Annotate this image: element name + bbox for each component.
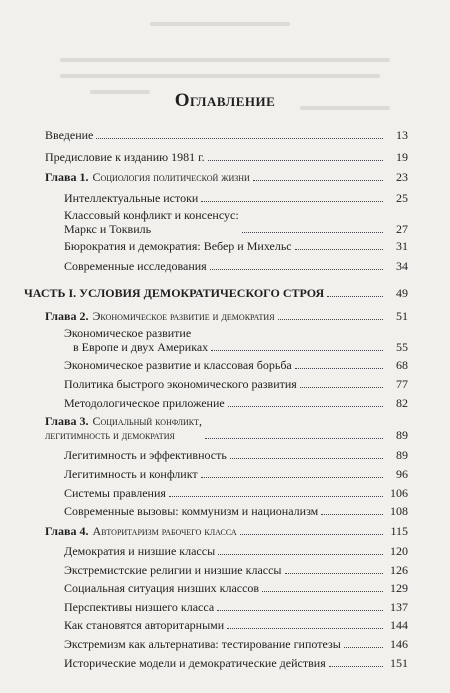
page-number: 82 — [396, 396, 408, 410]
entry-title: Экономическое развитие и классовая борьба — [64, 358, 292, 372]
toc-entry[interactable] — [64, 357, 408, 372]
page-number: 144 — [390, 618, 408, 632]
chapter-label: Глава 4. — [45, 524, 89, 538]
page-number: 51 — [396, 309, 408, 323]
toc-entry-introduction[interactable] — [45, 127, 408, 142]
entry-title: Системы правления — [64, 486, 166, 500]
page-number: 146 — [390, 637, 408, 651]
toc-entry-preface[interactable] — [45, 149, 408, 164]
toc-entry-chapter-2[interactable] — [45, 308, 408, 323]
toc-entry-chapter-1[interactable] — [45, 169, 408, 184]
entry-title: Глава 3. Социальный конфликт, легитимность и демократия — [45, 414, 202, 442]
toc-entry-part-1[interactable] — [24, 285, 408, 300]
page-title: Оглавление — [174, 90, 276, 111]
leader-dots — [205, 424, 383, 439]
leader-dots — [295, 354, 383, 369]
page-number: 96 — [396, 467, 408, 481]
toc-entry[interactable] — [64, 208, 408, 236]
leader-dots — [321, 500, 383, 515]
entry-title: Предисловие к изданию 1981 г. — [45, 150, 205, 164]
leader-dots — [211, 336, 383, 351]
entry-title: Легитимность и конфликт — [64, 467, 198, 481]
page-number: 31 — [396, 239, 408, 253]
toc-entry[interactable] — [64, 258, 408, 273]
entry-title: Методологическое приложение — [64, 396, 225, 410]
entry-title: Глава 4. Авторитаризм рабочего класса — [45, 524, 237, 538]
page-number: 151 — [390, 656, 408, 670]
page-number: 106 — [390, 486, 408, 500]
toc-entry[interactable] — [64, 447, 408, 462]
toc-entry[interactable] — [64, 599, 408, 614]
page-number: 126 — [390, 563, 408, 577]
entry-title: Перспективы низшего класса — [64, 600, 215, 614]
page-number: 19 — [396, 150, 408, 164]
entry-title: Бюрократия и демократия: Вебер и Михельс — [64, 239, 292, 253]
toc-entry[interactable] — [64, 238, 408, 253]
page-number: 89 — [396, 448, 408, 462]
page-number: 25 — [396, 191, 408, 205]
toc-entry-chapter-3[interactable] — [45, 414, 408, 442]
leader-dots — [253, 166, 383, 181]
entry-title: Легитимность и эффективность — [64, 448, 227, 462]
toc-entry[interactable] — [64, 655, 408, 670]
leader-dots — [262, 577, 383, 592]
leader-dots — [327, 282, 383, 297]
leader-dots — [230, 444, 383, 459]
entry-title: Глава 2. Экономическое развитие и демократия — [45, 309, 275, 323]
entry-title: Интеллектуальные истоки — [64, 191, 199, 205]
toc-entry[interactable] — [64, 543, 408, 558]
leader-dots — [329, 652, 383, 667]
toc-entry[interactable] — [64, 562, 408, 577]
page-number: 129 — [390, 581, 408, 595]
chapter-label: Глава 1. — [45, 170, 89, 184]
entry-title: Современные вызовы: коммунизм и национализм — [64, 504, 319, 518]
toc-entry[interactable] — [64, 376, 408, 391]
toc-entry[interactable] — [64, 466, 408, 481]
toc-entry-chapter-4[interactable] — [45, 523, 408, 538]
leader-dots — [240, 520, 383, 535]
chapter-label: Глава 3. — [45, 414, 89, 428]
leader-dots — [208, 146, 383, 161]
page-number: 55 — [396, 340, 408, 354]
leader-dots — [218, 540, 383, 555]
leader-dots — [228, 392, 383, 407]
entry-title: Демократия и низшие классы — [64, 544, 216, 558]
page-number: 68 — [396, 358, 408, 372]
page-number: 13 — [396, 128, 408, 142]
leader-dots — [295, 235, 383, 250]
entry-title: Классовый конфликт и консенсус: Маркс и Токвиль — [64, 208, 239, 236]
page-number: 27 — [396, 222, 408, 236]
leader-dots — [201, 187, 383, 202]
entry-title: Исторические модели и демократические действия — [64, 656, 326, 670]
toc-entry[interactable] — [64, 617, 408, 632]
leader-dots — [344, 633, 383, 648]
page-number: 89 — [396, 428, 408, 442]
toc-entry[interactable] — [64, 326, 408, 354]
page-number: 108 — [390, 504, 408, 518]
entry-title: Современные исследования — [64, 259, 207, 273]
leader-dots — [242, 218, 383, 233]
leader-dots — [96, 124, 383, 139]
page-number: 34 — [396, 259, 408, 273]
toc-entry[interactable] — [64, 485, 408, 500]
leader-dots — [217, 596, 383, 611]
toc-entry[interactable] — [64, 190, 408, 205]
toc-entry[interactable] — [64, 636, 408, 651]
entry-title: Политика быстрого экономического развития — [64, 377, 297, 391]
part-title: ЧАСТЬ I. УСЛОВИЯ ДЕМОКРАТИЧЕСКОГО СТРОЯ — [24, 286, 325, 300]
entry-title: Экстремистские религии и низшие классы — [64, 563, 282, 577]
page-number: 23 — [396, 170, 408, 184]
entry-title: Экстремизм как альтернатива: тестирование гипотезы — [64, 637, 341, 651]
page-number: 137 — [390, 600, 408, 614]
leader-dots — [300, 373, 383, 388]
chapter-label: Глава 2. — [45, 309, 89, 323]
entry-title: Социальная ситуация низших классов — [64, 581, 260, 595]
leader-dots — [227, 614, 383, 629]
leader-dots — [210, 255, 383, 270]
toc-entry[interactable] — [64, 580, 408, 595]
leader-dots — [285, 559, 384, 574]
leader-dots — [169, 482, 383, 497]
page-number: 77 — [396, 377, 408, 391]
leader-dots — [201, 463, 383, 478]
toc-entry[interactable] — [64, 395, 408, 410]
page-number: 115 — [390, 524, 408, 538]
leader-dots — [278, 305, 383, 320]
entry-title: Глава 1. Социология политической жизни — [45, 170, 250, 184]
page-number: 49 — [396, 286, 408, 300]
entry-title: Экономическое развитие в Европе и двух Америках — [64, 326, 209, 354]
entry-title: Как становятся авторитарными — [64, 618, 225, 632]
toc-entry[interactable] — [64, 503, 408, 518]
page-number: 120 — [390, 544, 408, 558]
entry-title: Введение — [45, 128, 94, 142]
